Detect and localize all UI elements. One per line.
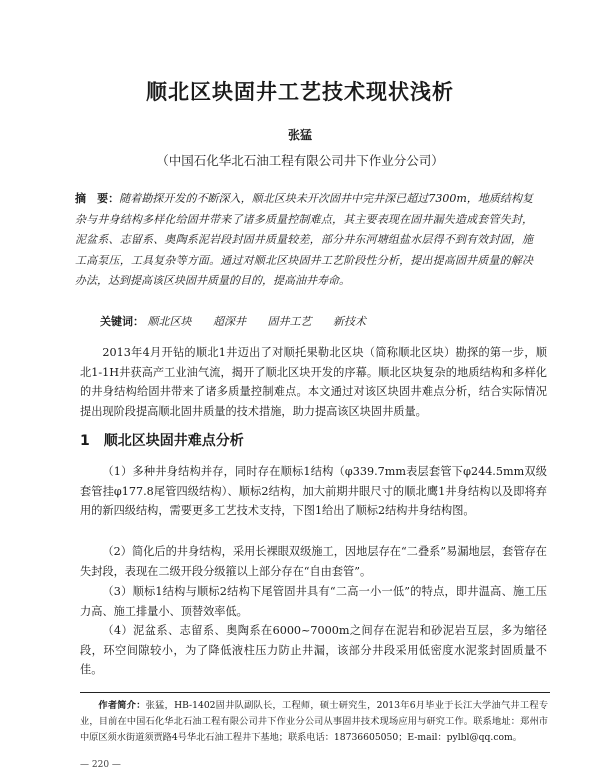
abstract-text: 随着勘探开发的不断深入，顺北区块未开次固井中完井深已超过7300m，地质结构复杂与井身结构多样化给固井带来了诸多质量控制难点，其主要表现在固井漏失造成套管失封，泥盆系、志留系、奥陶系泥岩段封固井质量较差，部分井东河塘组盐水层得不到有效封固，施工高泵压，工具复杂等方面。通过对顺北区块固井工艺阶段性分析，提出提高固井质量的解决办法，达到提高该区块固井质量的目的，提高油井寿命。 (75, 192, 533, 288)
keyword-term: 固井工艺 (267, 315, 312, 328)
footnote-divider (80, 692, 550, 693)
intro-paragraph: 2013年4月开钻的顺北1井迈出了对顺托果勒北区块（简称顺北区块）勘探的第一步，顺北1-1H井获高产工业油气流，揭开了顺北区块开发的序幕。顺北区块复杂的地质结构和多样化的井身结构给固井带来了诸多质量控制难点。本文通过对该区块固井难点分析，结合实际情况提出现阶段提高顺北固井质量的技术措施，助力提高该区块固井质量。 (80, 346, 547, 418)
section-title: 顺北区块固井难点分析 (103, 433, 244, 449)
body-paragraph: （1）多种井身结构并存，同时存在顺标1结构（φ339.7mm表层套管下φ244.5mm双级套管挂φ177.8尾管四级结构）、顺标2结构，加大前期井眼尺寸的顺北鹰1井身结构以及即将弃用的新四级结构，需要更多工艺技术支持，下图1给出了顺标2结构井身结构图。 (80, 465, 547, 518)
author-footnote (80, 698, 548, 746)
section-heading (80, 430, 244, 450)
page-number: — 220 — (80, 760, 121, 770)
body-paragraph: （3）顺标1结构与顺标2结构下尾管固井具有“二高一小一低”的特点，即井温高、施工压力高、施工排量小、顶替效率低。 (80, 585, 547, 618)
keywords-label: 关键词： (100, 315, 144, 328)
abstract (75, 189, 533, 292)
abstract-label: 摘 要： (75, 192, 120, 205)
author-affiliation: （中国石化华北石油工程有限公司井下作业分公司） (156, 153, 444, 168)
keyword-term: 新技术 (333, 315, 366, 328)
keyword-term: 超深井 (213, 315, 246, 328)
footnote-label: 作者简介： (98, 700, 146, 711)
footnote-text: 张猛，HB-1402固井队副队长，工程师，硕士研究生，2013年6月毕业于长江大学油气井工程专业，目前在中国石化华北石油工程有限公司井下作业分公司从事固井技术现场应用与研究工作。联系地址：郑州市中原区须水街道须贾路4号华北石油工程井下基地；联系电话：18736605050；E-mail：pylbl@qq.com。 (80, 700, 549, 743)
author-name: 张猛 (287, 128, 312, 142)
body-paragraph: （2）简化后的井身结构，采用长裸眼双级施工，因地层存在“二叠系”易漏地层，套管存在失封段，表现在二级开段分级箍以上部分存在“自由套管”。 (80, 545, 547, 578)
keyword-term: 顺北区块 (147, 315, 192, 328)
keywords (100, 313, 540, 329)
body-paragraph: （4）泥盆系、志留系、奥陶系在6000~7000m之间存在泥岩和砂泥岩互层，多为缩径段，环空间隙较小，为了降低液柱压力防止井漏，该部分井段采用低密度水泥浆封固质量不佳。 (80, 624, 547, 677)
paper-title: 顺北区块固井工艺技术现状浅析 (146, 80, 454, 104)
section-number: 1 (80, 433, 90, 449)
